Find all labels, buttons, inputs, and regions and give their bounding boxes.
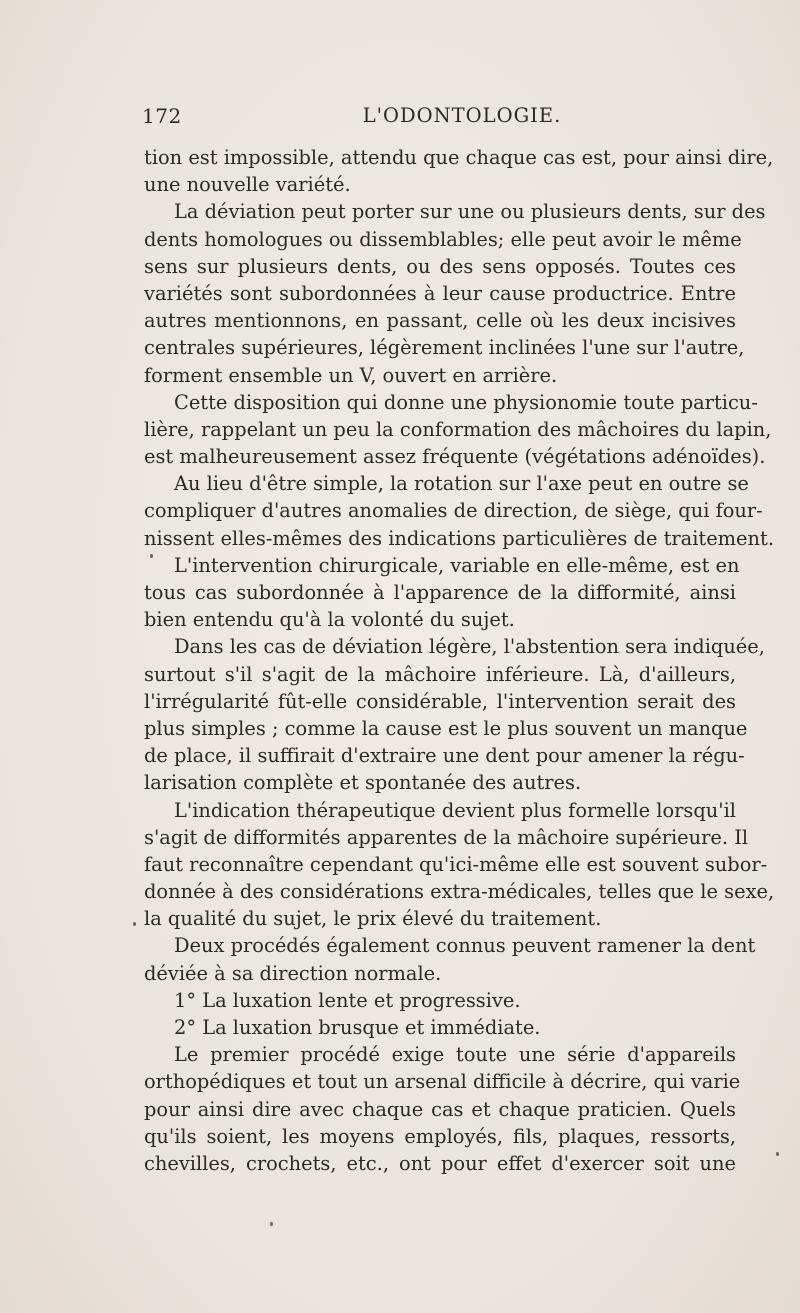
text-line: qu'ils soient, les moyens employés, fils, plaques, ressorts, <box>144 1124 736 1148</box>
text-line: pour ainsi dire avec chaque cas et chaque praticien. Quels <box>144 1097 736 1121</box>
text-line: variétés sont subordonnées à leur cause productrice. Entre <box>144 281 736 305</box>
text-line: L'indication thérapeutique devient plus formelle lorsqu'il <box>174 798 736 822</box>
text-line: dents homologues ou dissemblables; elle peut avoir le même <box>144 227 742 251</box>
text-line: forment ensemble un V, ouvert en arrière. <box>144 363 558 387</box>
text-line: Dans les cas de déviation légère, l'abstention sera indiquée, <box>174 635 765 659</box>
text-line: l'irrégularité fût-elle considérable, l'intervention serait des <box>144 689 736 713</box>
ink-speck <box>776 1152 779 1156</box>
ink-speck <box>270 1222 273 1226</box>
ink-speck <box>133 922 136 926</box>
text-line: Le premier procédé exige toute une série d'appareils <box>174 1043 736 1067</box>
text-line: la qualité du sujet, le prix élevé du traitement. <box>144 907 602 931</box>
text-line: autres mentionnons, en passant, celle où les deux incisives <box>144 309 736 333</box>
page-header <box>142 104 762 134</box>
text-line: déviée à sa direction normale. <box>144 961 442 985</box>
text-line: larisation complète et spontanée des autres. <box>144 771 582 795</box>
text-line: une nouvelle variété. <box>144 173 351 197</box>
text-line: 1° La luxation lente et progressive. <box>174 988 521 1012</box>
text-line: plus simples ; comme la cause est le plus souvent un manque <box>144 716 748 740</box>
text-line: est malheureusement assez fréquente (végétations adénoïdes). <box>144 445 766 469</box>
text-line: lière, rappelant un peu la conformation des mâchoires du lapin, <box>144 417 772 441</box>
text-line: bien entendu qu'à la volonté du sujet. <box>144 608 515 632</box>
text-line: faut reconnaître cependant qu'ici-même elle est souvent subor- <box>144 852 768 876</box>
page-number: 172 <box>142 104 182 128</box>
body-text <box>144 144 775 1177</box>
text-line: tous cas subordonnée à l'apparence de la difformité, ainsi <box>144 581 736 604</box>
text-line: compliquer d'autres anomalies de direction, de siège, qui four- <box>144 499 763 523</box>
text-line: Deux procédés également connus peuvent ramener la dent <box>174 934 756 958</box>
text-line: orthopédiques et tout un arsenal difficile à décrire, qui varie <box>144 1070 741 1094</box>
text-line: nissent elles-mêmes des indications particulières de traitement. <box>144 526 774 550</box>
text-line: donnée à des considérations extra-médicales, telles que le sexe, <box>144 880 775 904</box>
text-line: sens sur plusieurs dents, ou des sens opposés. Toutes ces <box>144 254 736 278</box>
text-line: s'agit de difformités apparentes de la mâchoire supérieure. Il <box>144 825 749 849</box>
text-line: chevilles, crochets, etc., ont pour effet d'exercer soit une <box>144 1151 736 1175</box>
text-line: L'intervention chirurgicale, variable en elle-même, est en <box>174 553 740 577</box>
text-line: Au lieu d'être simple, la rotation sur l'axe peut en outre se <box>174 472 749 496</box>
text-line: centrales supérieures, légèrement inclinées l'une sur l'autre, <box>144 336 745 360</box>
text-line: La déviation peut porter sur une ou plusieurs dents, sur des <box>174 200 766 224</box>
text-line: tion est impossible, attendu que chaque cas est, pour ainsi dire, <box>144 146 774 169</box>
text-line: surtout s'il s'agit de la mâchoire inférieure. Là, d'ailleurs, <box>144 662 736 686</box>
ink-speck <box>150 554 153 558</box>
text-line: Cette disposition qui donne une physionomie toute particu- <box>174 390 758 414</box>
text-line: 2° La luxation brusque et immédiate. <box>174 1016 541 1039</box>
text-line: de place, il suffirait d'extraire une dent pour amener la régu- <box>144 744 745 768</box>
running-title: L'ODONTOLOGIE. <box>362 104 562 127</box>
